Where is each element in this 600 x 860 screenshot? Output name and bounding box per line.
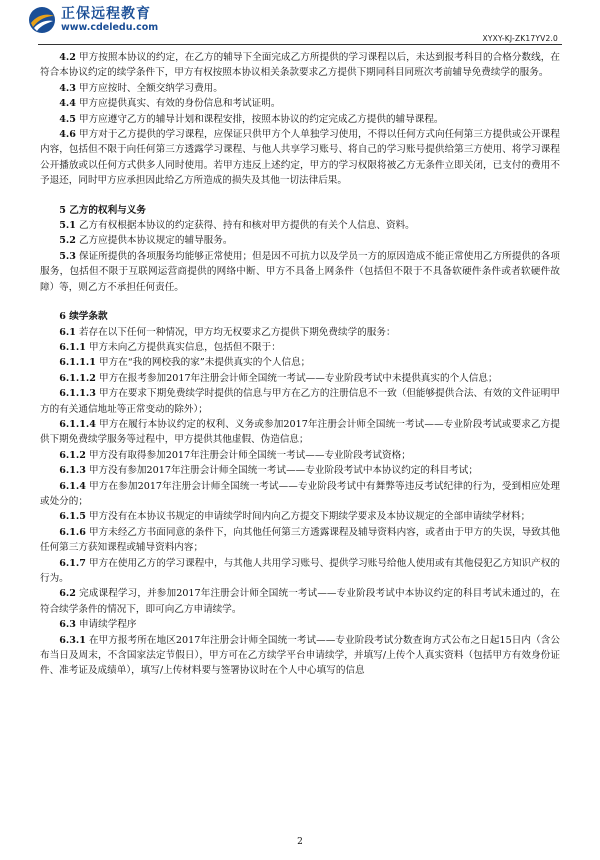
clause-text: 甲方在参加2017年注册会计师全国统一考试——专业阶段考试中有舞弊等违反考试纪律的行为，受到相应处理或处分的； xyxy=(40,480,560,507)
clause-text: 甲方在使用乙方的学习课程中，与其他人共用学习账号、提供学习账号给他人使用或有其他侵犯乙方知识产权的行为。 xyxy=(40,557,560,584)
clause-number: 5.2 xyxy=(59,235,76,247)
clause-paragraph xyxy=(40,417,560,448)
clause-paragraph xyxy=(40,448,560,463)
clause-paragraph xyxy=(40,479,560,510)
clause-number: 6.2 xyxy=(59,588,76,600)
clause-number: 6.1.1 xyxy=(59,341,86,353)
clause-text: 完成课程学习，并参加2017年注册会计师全国统一考试——专业阶段考试中本协议约定的科目考试未通过的，在符合续学条件的情况下，即可向乙方申请续学。 xyxy=(40,588,560,615)
header-divider xyxy=(38,44,562,45)
clause-number: 4.2 xyxy=(59,52,76,63)
clause-paragraph xyxy=(40,340,560,355)
page-header xyxy=(0,0,600,50)
page-number: 2 xyxy=(297,837,303,847)
clause-number: 4.6 xyxy=(59,129,76,141)
clause-paragraph xyxy=(40,386,560,417)
clause-paragraph xyxy=(40,96,560,111)
clause-number: 4.4 xyxy=(59,98,76,110)
clause-number: 6.1.5 xyxy=(59,511,86,523)
clause-paragraph xyxy=(40,127,560,189)
clause-number: 5.1 xyxy=(59,220,76,232)
clause-number: 6.1.1.2 xyxy=(59,372,96,384)
section-heading xyxy=(40,203,560,218)
clause-number: 6 xyxy=(59,311,66,323)
clause-text: 保证所提供的各项服务均能够正常使用；但是因不可抗力以及学员一方的原因造成不能正常使用乙方所提供的各项服务，包括但不限于互联网运营商提供的网络中断、甲方不具备上网条件（包括但不限于不具备软硬件条件或者软硬件故障）等，则乙方不承担任何责任。 xyxy=(40,250,560,293)
clause-text: 乙方有权根据本协议的约定获得、持有和核对甲方提供的有关个人信息、资料。 xyxy=(78,220,415,232)
clause-paragraph xyxy=(40,556,560,587)
clause-number: 6.1.1.4 xyxy=(59,418,96,430)
clause-paragraph xyxy=(40,509,560,524)
clause-number: 6.1.7 xyxy=(59,557,86,569)
clause-paragraph xyxy=(40,463,560,478)
clause-text: 在甲方报考所在地区2017年注册会计师全国统一考试——专业阶段考试分数查询方式公布之日起15日内（含公布当日及周末，不含国家法定节假日），甲方可在乙方续学平台申请续学，并填写/上传个人真实资料（包括甲方有效身份证件、准考证及成绩单），填写/上传材料要与签署协议时在个人中心填写的信息 xyxy=(40,634,560,677)
clause-number: 6.1.2 xyxy=(59,449,86,461)
clause-number: 5 xyxy=(59,204,66,216)
clause-text: 甲方在报考参加2017年注册会计师全国统一考试——专业阶段考试中未提供真实的个人信息； xyxy=(98,372,498,384)
clause-number: 6.1.4 xyxy=(59,480,86,492)
section-heading-text: 乙方的权利与义务 xyxy=(69,204,146,216)
clause-text: 甲方在履行本协议约定的权利、义务或参加2017年注册会计师全国统一考试——专业阶段考试或要求乙方提供下期免费续学服务等过程中，甲方提供其他虚假、伪造信息； xyxy=(40,418,560,446)
clause-number: 6.1 xyxy=(59,326,76,338)
clause-text: 乙方应提供本协议规定的辅导服务。 xyxy=(78,235,233,247)
section-gap xyxy=(40,189,560,195)
clause-number: 6.1.3 xyxy=(59,465,86,477)
logo xyxy=(28,6,158,34)
clause-paragraph xyxy=(40,633,560,679)
clause-text: 甲方没有参加2017年注册会计师全国统一考试——专业阶段考试中本协议约定的科目考试； xyxy=(88,465,478,477)
clause-paragraph xyxy=(40,249,560,295)
clause-paragraph xyxy=(40,525,560,556)
section-heading xyxy=(40,309,560,324)
clause-text: 甲方在“我的网校我的家”未提供真实的个人信息； xyxy=(98,357,311,369)
clause-paragraph xyxy=(40,355,560,370)
clause-paragraph xyxy=(40,617,560,632)
clause-text: 甲方应提供真实、有效的身份信息和考试证明。 xyxy=(78,98,281,110)
clause-paragraph xyxy=(40,112,560,127)
clause-number: 6.1.1.3 xyxy=(59,388,96,400)
clause-number: 4.5 xyxy=(59,113,76,125)
clause-number: 6.1.6 xyxy=(59,526,86,538)
logo-name: 正保远程教育 xyxy=(61,6,151,22)
clause-number: 4.3 xyxy=(59,82,76,94)
clause-paragraph xyxy=(40,218,560,233)
section-heading-text: 续学条款 xyxy=(69,311,108,323)
clause-text: 甲方对于乙方提供的学习课程，应保证只供甲方个人单独学习使用，不得以任何方式向任何第三方提供或公开课程内容，包括但不限于向任何第三方透露学习课程、与他人共享学习账号、将自己的学习账号提供给第三方使用、将学习课程公开播放或以任何方式供多人同时使用。若甲方违反上述约定，甲方的学习权限将被乙方无条件立即关闭，已支付的费用不予退还，同时甲方应承担因此给乙方所造成的损失及其他一切法律后果。 xyxy=(40,129,560,187)
clause-number: 6.3.1 xyxy=(59,634,86,646)
clause-text: 若存在以下任何一种情况，甲方均无权要求乙方提供下期免费续学的服务： xyxy=(78,326,396,338)
clause-paragraph xyxy=(40,371,560,386)
clause-text: 甲方没有在本协议书规定的申请续学时间内向乙方提交下期续学要求及本协议规定的全部申请续学材料； xyxy=(88,511,531,523)
clause-text: 甲方未向乙方提供真实信息，包括但不限于： xyxy=(88,341,281,353)
clause-text: 甲方应按时、全额交纳学习费用。 xyxy=(78,82,223,94)
clause-paragraph xyxy=(40,325,560,340)
clause-text: 申请续学程序 xyxy=(78,619,137,631)
section-gap xyxy=(40,295,560,301)
clause-paragraph xyxy=(40,50,560,81)
clause-paragraph xyxy=(40,586,560,617)
clause-text: 甲方没有取得参加2017年注册会计师全国统一考试——专业阶段考试资格； xyxy=(88,449,411,461)
clause-text: 甲方按照本协议的约定，在乙方的辅导下全面完成乙方所提供的学习课程以后，未达到报考科目的合格分数线，在符合本协议约定的续学条件下，甲方有权按照本协议相关条款要求乙方提供下期同科目同班次考前辅导免费续学的服务。 xyxy=(40,52,560,79)
document-body xyxy=(40,50,560,679)
clause-number: 6.3 xyxy=(59,619,76,631)
document-code: XYXY-KJ-ZK17YV2.0 xyxy=(482,34,558,43)
logo-globe-icon xyxy=(28,6,56,34)
clause-number: 6.1.1.1 xyxy=(59,357,96,369)
clause-text: 甲方应遵守乙方的辅导计划和课程安排，按照本协议的约定完成乙方提供的辅导课程。 xyxy=(78,113,444,125)
clause-paragraph xyxy=(40,233,560,248)
logo-url: www.cdeledu.com xyxy=(61,22,159,33)
clause-number: 5.3 xyxy=(59,250,76,262)
clause-text: 甲方未经乙方书面同意的条件下，向其他任何第三方透露课程及辅导资料内容，或者由于甲方的失误，导致其他任何第三方获知课程或辅导资料内容； xyxy=(40,526,560,554)
clause-text: 甲方在要求下期免费续学时提供的信息与甲方在乙方的注册信息不一致（但能够提供合法、有效的文件证明甲方的有关通信地址等正常变动的除外）； xyxy=(40,388,560,415)
clause-paragraph xyxy=(40,81,560,96)
